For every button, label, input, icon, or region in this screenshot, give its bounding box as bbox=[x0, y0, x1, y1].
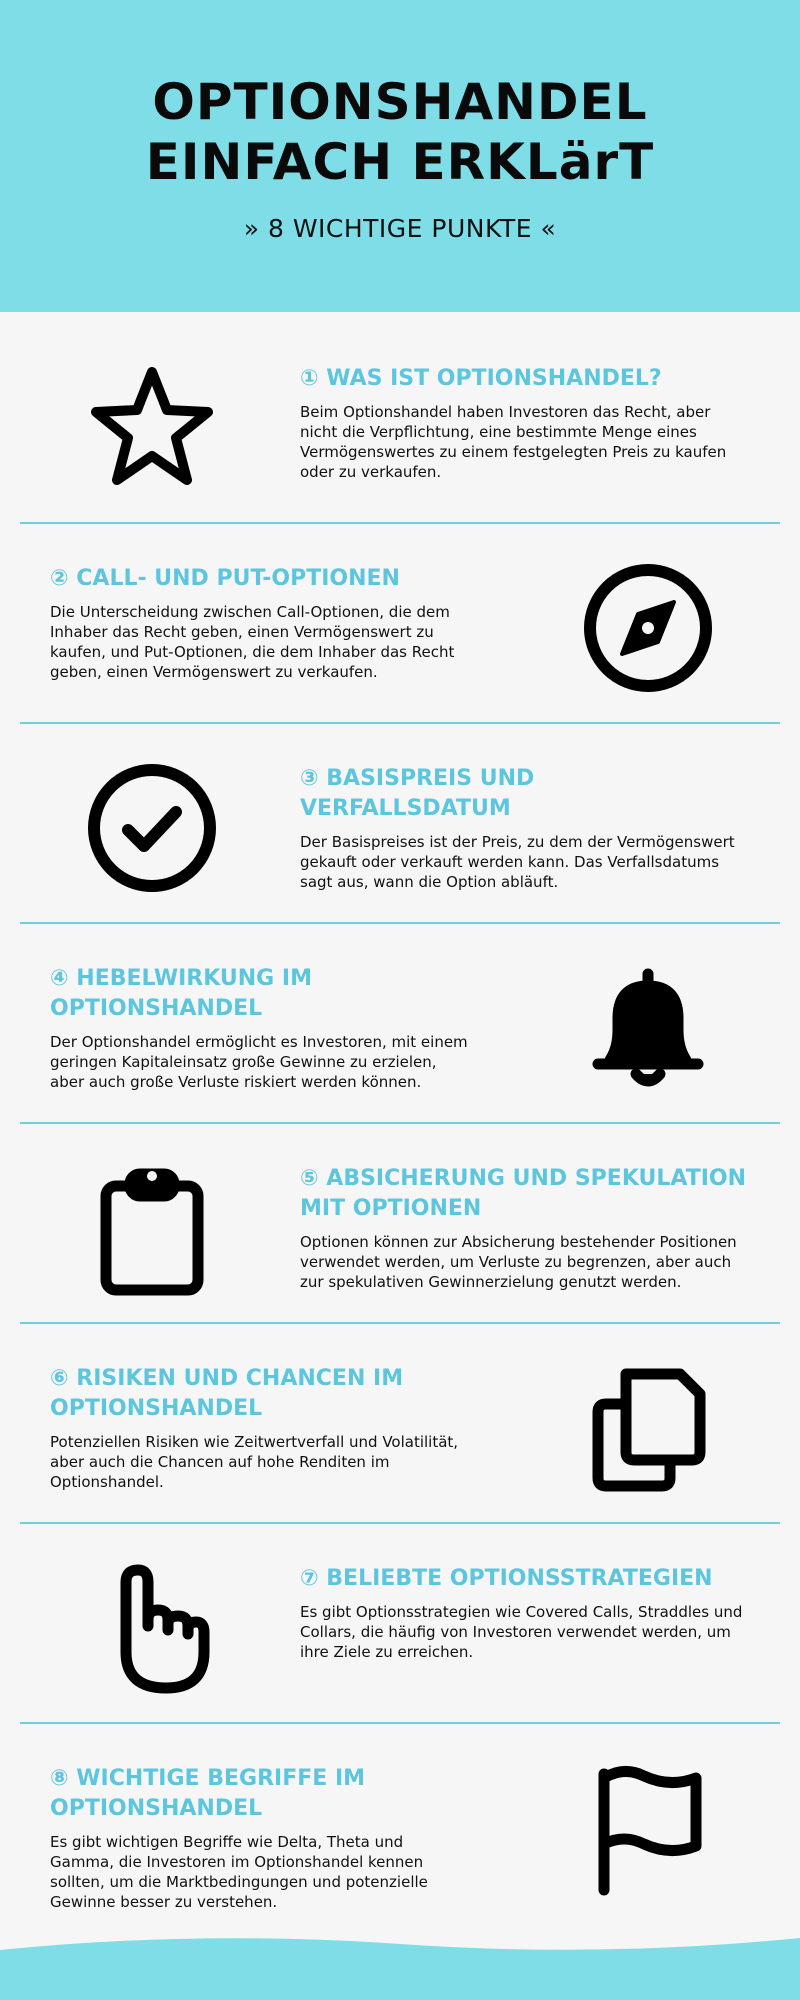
section-6 bbox=[20, 1322, 780, 1522]
flag-icon bbox=[580, 1760, 716, 1896]
page-subtitle: » 8 WICHTIGE PUNKTE « bbox=[243, 214, 557, 243]
section-7 bbox=[20, 1522, 780, 1722]
section-heading: ③ BASISPREIS UND VERFALLSDATUM bbox=[300, 766, 535, 821]
section-body: Der Optionshandel ermöglicht es Investoren, mit einem geringen Kapitaleinsatz große Gewinne zu erzielen, aber auch große Verluste riskiert werden können. bbox=[50, 1033, 468, 1091]
title-line-2: EINFACH ERKLärT bbox=[145, 133, 655, 191]
bottom-wave-decoration bbox=[0, 1930, 800, 2000]
section-body: Es gibt Optionsstrategien wie Covered Calls, Straddles und Collars, die häufig von Investoren verwendet werden, um ihre Ziele zu erreichen. bbox=[300, 1603, 743, 1661]
section-8-text bbox=[50, 1764, 470, 1912]
page-title bbox=[0, 72, 800, 192]
section-4 bbox=[20, 922, 780, 1122]
section-2 bbox=[20, 522, 780, 722]
section-heading: ⑤ ABSICHERUNG UND SPEKULATION MIT OPTIONEN bbox=[300, 1166, 746, 1221]
section-heading: ② CALL- UND PUT-OPTIONEN bbox=[50, 566, 400, 591]
section-body: Beim Optionshandel haben Investoren das Recht, aber nicht die Verpflichtung, eine bestimmte Menge eines Vermögenswertes zu einem festgelegten Preis zu kaufen oder zu verkaufen. bbox=[300, 403, 727, 481]
copy-icon bbox=[580, 1360, 716, 1496]
section-2-text bbox=[50, 564, 470, 682]
section-body: Es gibt wichtigen Begriffe wie Delta, Theta und Gamma, die Investoren im Optionshandel kennen sollten, um die Marktbedingungen und potenzielle Gewinne besser zu verstehen. bbox=[50, 1833, 428, 1911]
section-heading: ⑦ BELIEBTE OPTIONSSTRATEGIEN bbox=[300, 1566, 713, 1591]
section-body: Optionen können zur Absicherung bestehender Positionen verwendet werden, um Verluste zu begrenzen, aber auch zur spekulativen Gewinnerzielung genutzt werden. bbox=[300, 1233, 737, 1291]
compass-icon bbox=[580, 560, 716, 696]
section-4-text bbox=[50, 964, 470, 1092]
section-heading: ④ HEBELWIRKUNG IM OPTIONSHANDEL bbox=[50, 966, 312, 1021]
section-heading: ⑧ WICHTIGE BEGRIFFE IM OPTIONSHANDEL bbox=[50, 1766, 366, 1821]
section-heading: ① WAS IST OPTIONSHANDEL? bbox=[300, 366, 662, 391]
section-8 bbox=[20, 1722, 780, 1922]
section-5-text bbox=[300, 1164, 750, 1292]
section-7-text bbox=[300, 1564, 750, 1662]
header-banner bbox=[0, 0, 800, 312]
section-1 bbox=[20, 322, 780, 522]
section-1-text bbox=[300, 364, 750, 482]
section-3 bbox=[20, 722, 780, 922]
clipboard-icon bbox=[84, 1160, 220, 1296]
section-body: Die Unterscheidung zwischen Call-Optionen, die dem Inhaber das Recht geben, einen Vermögenswert zu kaufen, und Put-Optionen, die dem Inhaber das Recht geben, einen Vermögenswert zu verkaufen. bbox=[50, 603, 455, 681]
star-icon bbox=[84, 360, 220, 496]
section-body: Potenziellen Risiken wie Zeitwertverfall und Volatilität, aber auch die Chancen auf hohe Renditen im Optionshandel. bbox=[50, 1433, 459, 1491]
pointing-hand-icon bbox=[84, 1560, 220, 1696]
section-5 bbox=[20, 1122, 780, 1322]
section-heading: ⑥ RISIKEN UND CHANCEN IM OPTIONSHANDEL bbox=[50, 1366, 404, 1421]
check-circle-icon bbox=[84, 760, 220, 896]
bell-icon bbox=[580, 960, 716, 1096]
section-3-text bbox=[300, 764, 750, 892]
section-body: Der Basispreises ist der Preis, zu dem der Vermögenswert gekauft oder verkauft werden kann. Das Verfallsdatums sagt aus, wann die Option abläuft. bbox=[300, 833, 735, 891]
title-line-1: OPTIONSHANDEL bbox=[152, 73, 648, 131]
section-6-text bbox=[50, 1364, 470, 1492]
